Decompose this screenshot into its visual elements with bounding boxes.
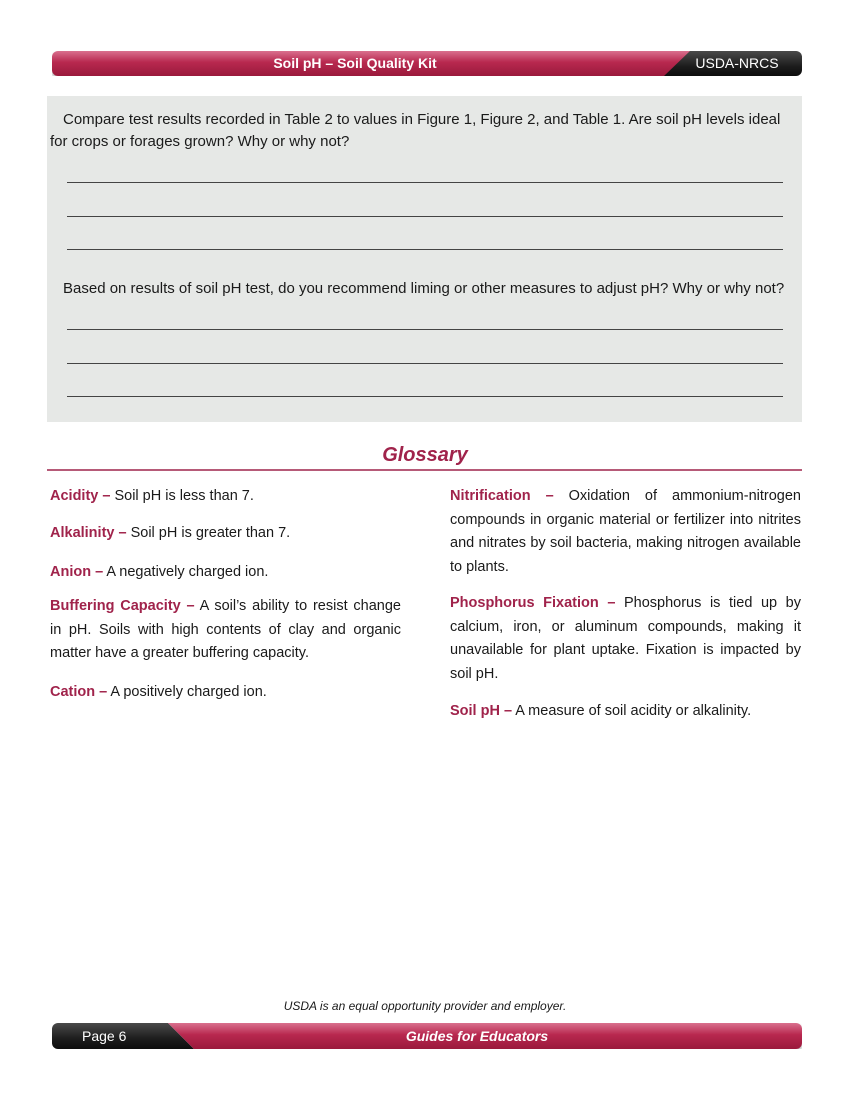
glossary-entry-anion	[50, 561, 401, 585]
page-number: Page 6	[82, 1028, 127, 1044]
glossary-definition: Soil pH is greater than 7.	[126, 525, 291, 541]
glossary-entry-buffering-capacity	[50, 595, 401, 666]
header-title: Soil pH – Soil Quality Kit	[273, 55, 437, 71]
glossary-term: Anion –	[50, 564, 104, 580]
glossary-entry-acidity	[50, 485, 401, 509]
glossary-term: Buffering Capacity –	[50, 598, 195, 614]
footer-series-title: Guides for Educators	[405, 1028, 549, 1044]
answer-line[interactable]	[67, 182, 783, 183]
glossary-definition: A positively charged ion.	[107, 684, 267, 700]
glossary-definition: Oxidation of ammonium-nitrogen compounds in organic material or fertilizer into nitrites and nitrates by soil bacteria, making nitrogen available to plants.	[450, 488, 801, 575]
glossary-definition: Soil pH is less than 7.	[110, 488, 254, 504]
glossary-term: Phosphorus Fixation –	[450, 595, 616, 611]
glossary-term: Acidity –	[50, 488, 111, 504]
glossary-entry-nitrification	[450, 485, 801, 579]
glossary-title: Glossary	[382, 444, 468, 466]
equal-opportunity-notice: USDA is an equal opportunity provider and employer.	[283, 999, 567, 1013]
glossary-term: Soil pH –	[450, 703, 513, 719]
answer-line[interactable]	[67, 363, 783, 364]
glossary-entry-soil-ph	[450, 700, 801, 724]
answer-line[interactable]	[67, 216, 783, 217]
question-box	[47, 96, 802, 422]
question-2: Based on results of soil pH test, do you recommend liming or other measures to adjust pH? Why or why not?	[63, 280, 785, 297]
page-header	[52, 51, 802, 76]
answer-line[interactable]	[67, 396, 783, 397]
glossary-definition: A soil’s ability to resist change in pH. Soils with high contents of clay and organic matter have a greater buffering capacity.	[50, 598, 402, 661]
glossary-definition: Phosphorus is tied up by calcium, iron, or aluminum compounds, making it unavailable for plant uptake. Fixation is impacted by soil pH.	[450, 595, 801, 682]
glossary-divider	[47, 469, 802, 471]
question-1: Compare test results recorded in Table 2 to values in Figure 1, Figure 2, and Table 1. Are soil pH levels ideal for crops or forages grown? Why or why not?	[50, 111, 781, 150]
answer-line[interactable]	[67, 249, 783, 250]
glossary-entry-phosphorus-fixation	[450, 592, 801, 686]
glossary-term: Cation –	[50, 684, 108, 700]
page-footer	[52, 1023, 802, 1049]
glossary-definition: A negatively charged ion.	[103, 564, 269, 580]
glossary-term: Nitrification –	[450, 488, 554, 504]
glossary-entry-cation	[50, 681, 401, 705]
glossary-term: Alkalinity –	[50, 525, 127, 541]
glossary-entry-alkalinity	[50, 522, 401, 546]
header-agency: USDA-NRCS	[695, 55, 779, 71]
glossary-definition: A measure of soil acidity or alkalinity.	[512, 703, 752, 719]
answer-line[interactable]	[67, 329, 783, 330]
